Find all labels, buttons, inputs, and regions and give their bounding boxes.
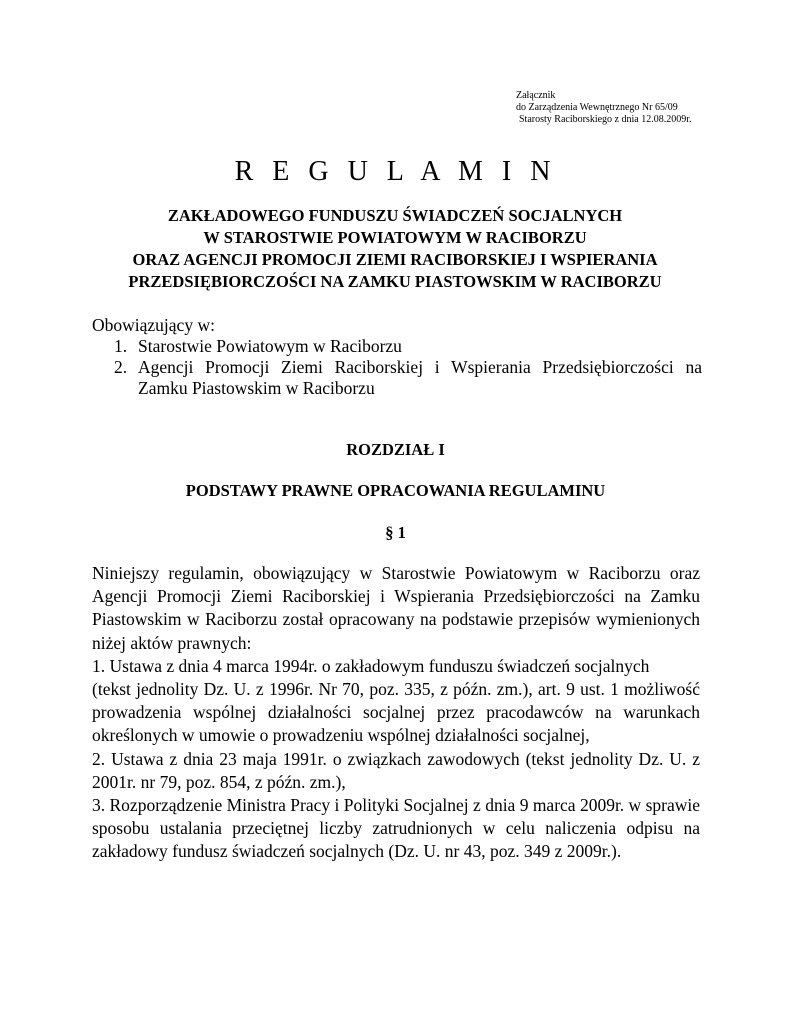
attachment-line: Załącznik <box>516 90 556 101</box>
subtitle-line: ORAZ AGENCJI PROMOCJI ZIEMI RACIBORSKIEJ I WSPIERANIA <box>132 250 658 269</box>
chapter-number: ROZDZIAŁ I <box>346 440 445 459</box>
list-item-text: Starostwie Powiatowym w Raciborzu <box>138 336 402 356</box>
list-item-text: Agencji Promocji Ziemi Raciborskiej i Wspierania Przedsiębiorczości na Zamku Piastowskim w Raciborzu <box>138 357 702 398</box>
subtitle-line: W STAROSTWIE POWIATOWYM W RACIBORZU <box>203 228 587 247</box>
list-item-number: 2. <box>114 357 128 377</box>
section-mark: § 1 <box>385 523 406 542</box>
section-body <box>92 562 700 864</box>
body-paragraph: 1. Ustawa z dnia 4 marca 1994r. o zakładowym funduszu świadczeń socjalnych <box>92 655 650 676</box>
document-subtitle <box>90 205 700 293</box>
attachment-note <box>516 90 691 126</box>
attachment-line: do Zarządzenia Wewnętrznego Nr 65/09 <box>516 102 678 113</box>
body-paragraph: Niniejszy regulamin, obowiązujący w Starostwie Powiatowym w Raciborzu oraz Agencji Promocji Ziemi Raciborskiej i Wspierania Przedsiębiorczości na Zamku Piastowskim w Raciborzu został opracowany na podstawie przepisów wymienionych niżej aktów prawnych: <box>92 563 700 653</box>
attachment-line: Starosty Raciborskiego z dnia 12.08.2009r. <box>519 114 692 125</box>
document-title: R E G U L A M I N <box>234 156 557 187</box>
list-item <box>92 357 702 399</box>
applies-list <box>92 336 702 399</box>
subtitle-line: PRZEDSIĘBIORCZOŚCI NA ZAMKU PIASTOWSKIM W RACIBORZU <box>128 272 662 291</box>
applies-label: Obowiązujący w: <box>92 315 215 335</box>
body-paragraph: 3. Rozporządzenie Ministra Pracy i Polityki Socjalnej z dnia 9 marca 2009r. w sprawie sposobu ustalania przeciętnej liczby zatrudnionych w celu naliczenia odpisu na zakładowy fundusz świadczeń socjalnych (Dz. U. nr 43, poz. 349 z 2009r.). <box>92 795 700 862</box>
list-item-number: 1. <box>114 336 128 356</box>
list-item <box>92 336 702 357</box>
applies-section <box>92 315 702 399</box>
body-paragraph: (tekst jednolity Dz. U. z 1996r. Nr 70, poz. 335, z późn. zm.), art. 9 ust. 1 możliwość prowadzenia wspólnej działalności socjalnej przez pracodawców na warunkach określonych w umowie o prowadzeniu wspólnej działalności socjalnej, <box>92 679 700 746</box>
chapter-title: PODSTAWY PRAWNE OPRACOWANIA REGULAMINU <box>185 481 606 500</box>
body-paragraph: 2. Ustawa z dnia 23 maja 1991r. o związkach zawodowych (tekst jednolity Dz. U. z 2001r. nr 79, poz. 854, z późn. zm.), <box>92 748 700 792</box>
subtitle-line: ZAKŁADOWEGO FUNDUSZU ŚWIADCZEŃ SOCJALNYCH <box>167 206 623 225</box>
